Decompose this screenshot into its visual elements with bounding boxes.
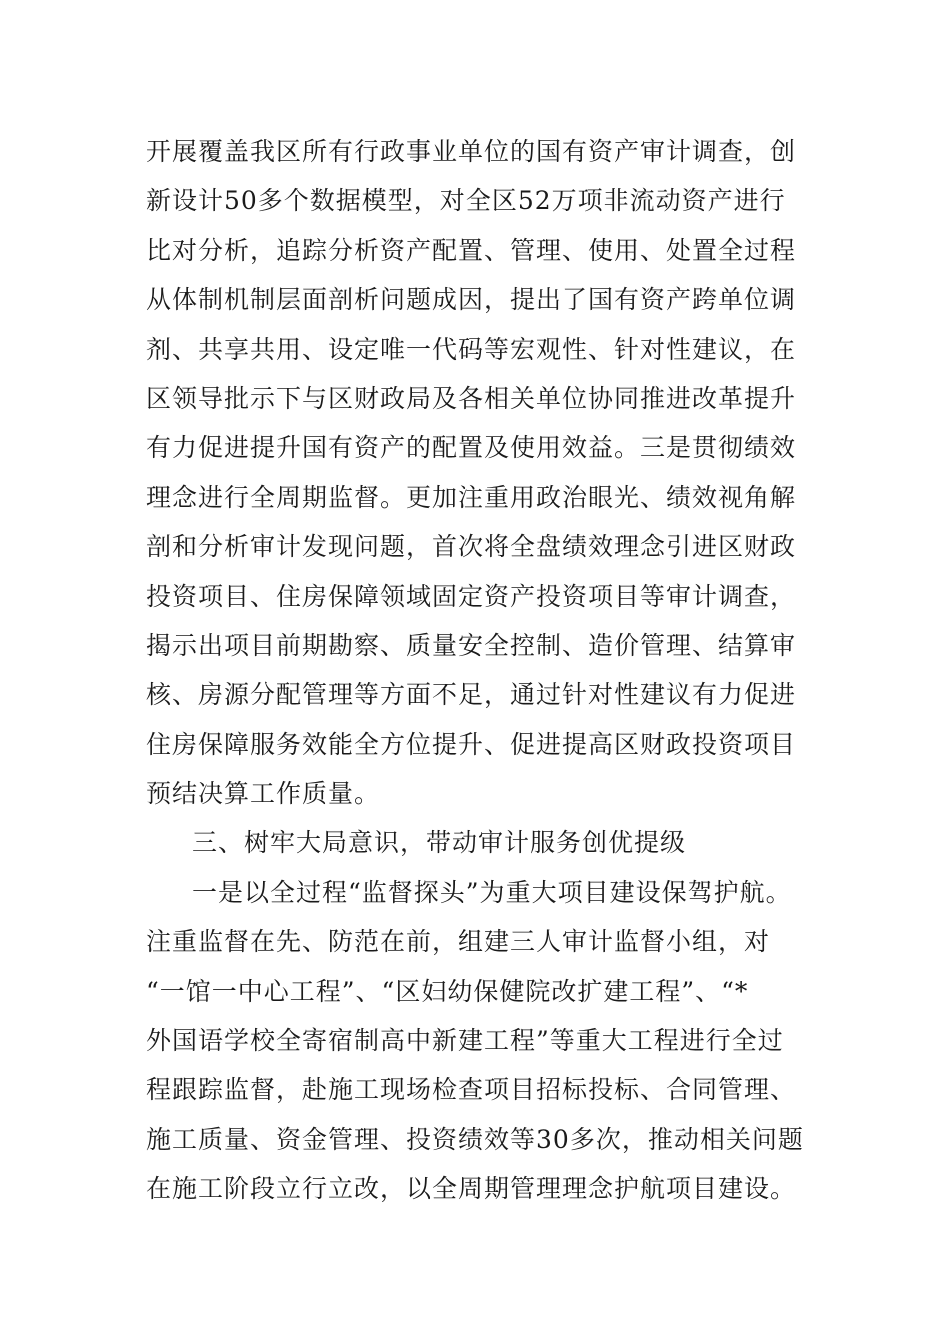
text-line: 从体制机制层面剖析问题成因，提出了国有资产跨单位调 [146, 285, 797, 315]
text-line: 揭示出项目前期勘察、质量安全控制、造价管理、结算审 [146, 630, 797, 660]
text-line: 在施工阶段立行立改，以全周期管理理念护航项目建设。 [146, 1174, 797, 1204]
text-line: 施工质量、资金管理、投资绩效等30多次，推动相关问题 [146, 1124, 804, 1154]
text-line: 比对分析，追踪分析资产配置、管理、使用、处置全过程 [146, 235, 797, 265]
text-line: 有力促进提升国有资产的配置及使用效益。三是贯彻绩效 [146, 433, 797, 463]
text-line: 外国语学校全寄宿制高中新建工程”等重大工程进行全过 [146, 1026, 784, 1056]
document-body [146, 127, 810, 1214]
text-line: 剖和分析审计发现问题，首次将全盘绩效理念引进区财政 [146, 532, 797, 562]
text-line: 注重监督在先、防范在前，组建三人审计监督小组，对 [146, 927, 771, 957]
text-line: 区领导批示下与区财政局及各相关单位协同推进改革提升 [146, 383, 797, 413]
text-line: 开展覆盖我区所有行政事业单位的国有资产审计调查，创 [146, 137, 797, 166]
text-line: “一馆一中心工程”、“区妇幼保健院改扩建工程”、“* [146, 976, 749, 1006]
text-line: 投资项目、住房保障领域固定资产投资项目等审计调查， [146, 581, 797, 611]
section-heading: 三、树牢大局意识，带动审计服务创优提级 [192, 828, 687, 858]
text-line: 新设计50多个数据模型，对全区52万项非流动资产进行 [146, 186, 786, 216]
text-line: 剂、共享共用、设定唯一代码等宏观性、针对性建议，在 [146, 334, 797, 364]
paragraph-project-supervision [146, 868, 810, 1214]
text-line: 一是以全过程“监督探头”为重大项目建设保驾护航。 [192, 877, 792, 907]
text-line: 核、房源分配管理等方面不足，通过针对性建议有力促进 [146, 680, 797, 710]
text-line: 住房保障服务效能全方位提升、促进提高区财政投资项目 [146, 729, 797, 759]
text-line: 理念进行全周期监督。更加注重用政治眼光、绩效视角解 [146, 482, 797, 512]
text-line: 程跟踪监督，赴施工现场检查项目招标投标、合同管理、 [146, 1075, 797, 1105]
paragraph-continued [146, 127, 810, 818]
text-line: 预结决算工作质量。 [146, 779, 381, 809]
